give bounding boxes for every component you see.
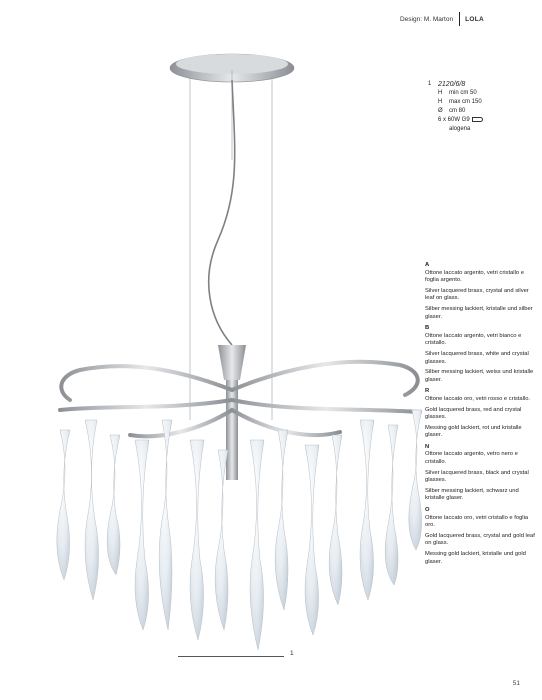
finish-option: B Ottone laccato argento, vetri bianco e cristallo. Silver lacquered brass, white and crystal glasses. Silber messing lackiert, weiss und kristalle glaser.: [425, 325, 534, 383]
page-number: 51: [512, 680, 520, 687]
product-code: 2120/6/8: [438, 81, 466, 88]
spec-row: Ø cm 80: [438, 108, 466, 114]
spec-row: H max cm 150: [438, 99, 482, 105]
bulb-icon: [472, 117, 483, 122]
caption-number: 1: [290, 650, 294, 657]
product-specs: [428, 80, 483, 134]
finish-option: A Ottone laccato argento, vetri cristallo e foglia argento. Silver lacquered brass, crystal and silver leaf on glass. Silber messing lackiert, kristalle und silber glaser.: [425, 262, 533, 320]
header-divider: [459, 12, 460, 26]
caption-rule: [178, 656, 284, 657]
spec-row: H min cm 50: [438, 90, 477, 96]
chandelier-illustration: [40, 40, 440, 660]
designer-credit: Design: M. Marton: [399, 15, 454, 23]
page-header: [400, 12, 484, 26]
finish-options: [425, 262, 535, 570]
item-number: 1: [428, 81, 432, 87]
finish-option: O Ottone laccato oro, vetri cristallo e foglia oro. Gold lacquered brass, crystal and gold leaf on glass. Messing gold lackiert, kristalle und gold glaser.: [425, 507, 535, 565]
collection-name: LOLA: [465, 15, 484, 23]
finish-option: R Ottone laccato oro, vetri rosso e cristallo. Gold lacquered brass, red and crystal glasses. Messing gold lackiert, rot und kristalle glaser.: [425, 388, 531, 439]
finish-option: N Ottone laccato argento, vetro nero e cristallo. Silver lacquered brass, black and crystal glasses. Silber messing lackiert, schwarz und kristalle glaser.: [425, 443, 529, 502]
bulb-spec: 6 x 60W G9: [438, 116, 483, 125]
bulb-type: alogena: [449, 126, 471, 132]
